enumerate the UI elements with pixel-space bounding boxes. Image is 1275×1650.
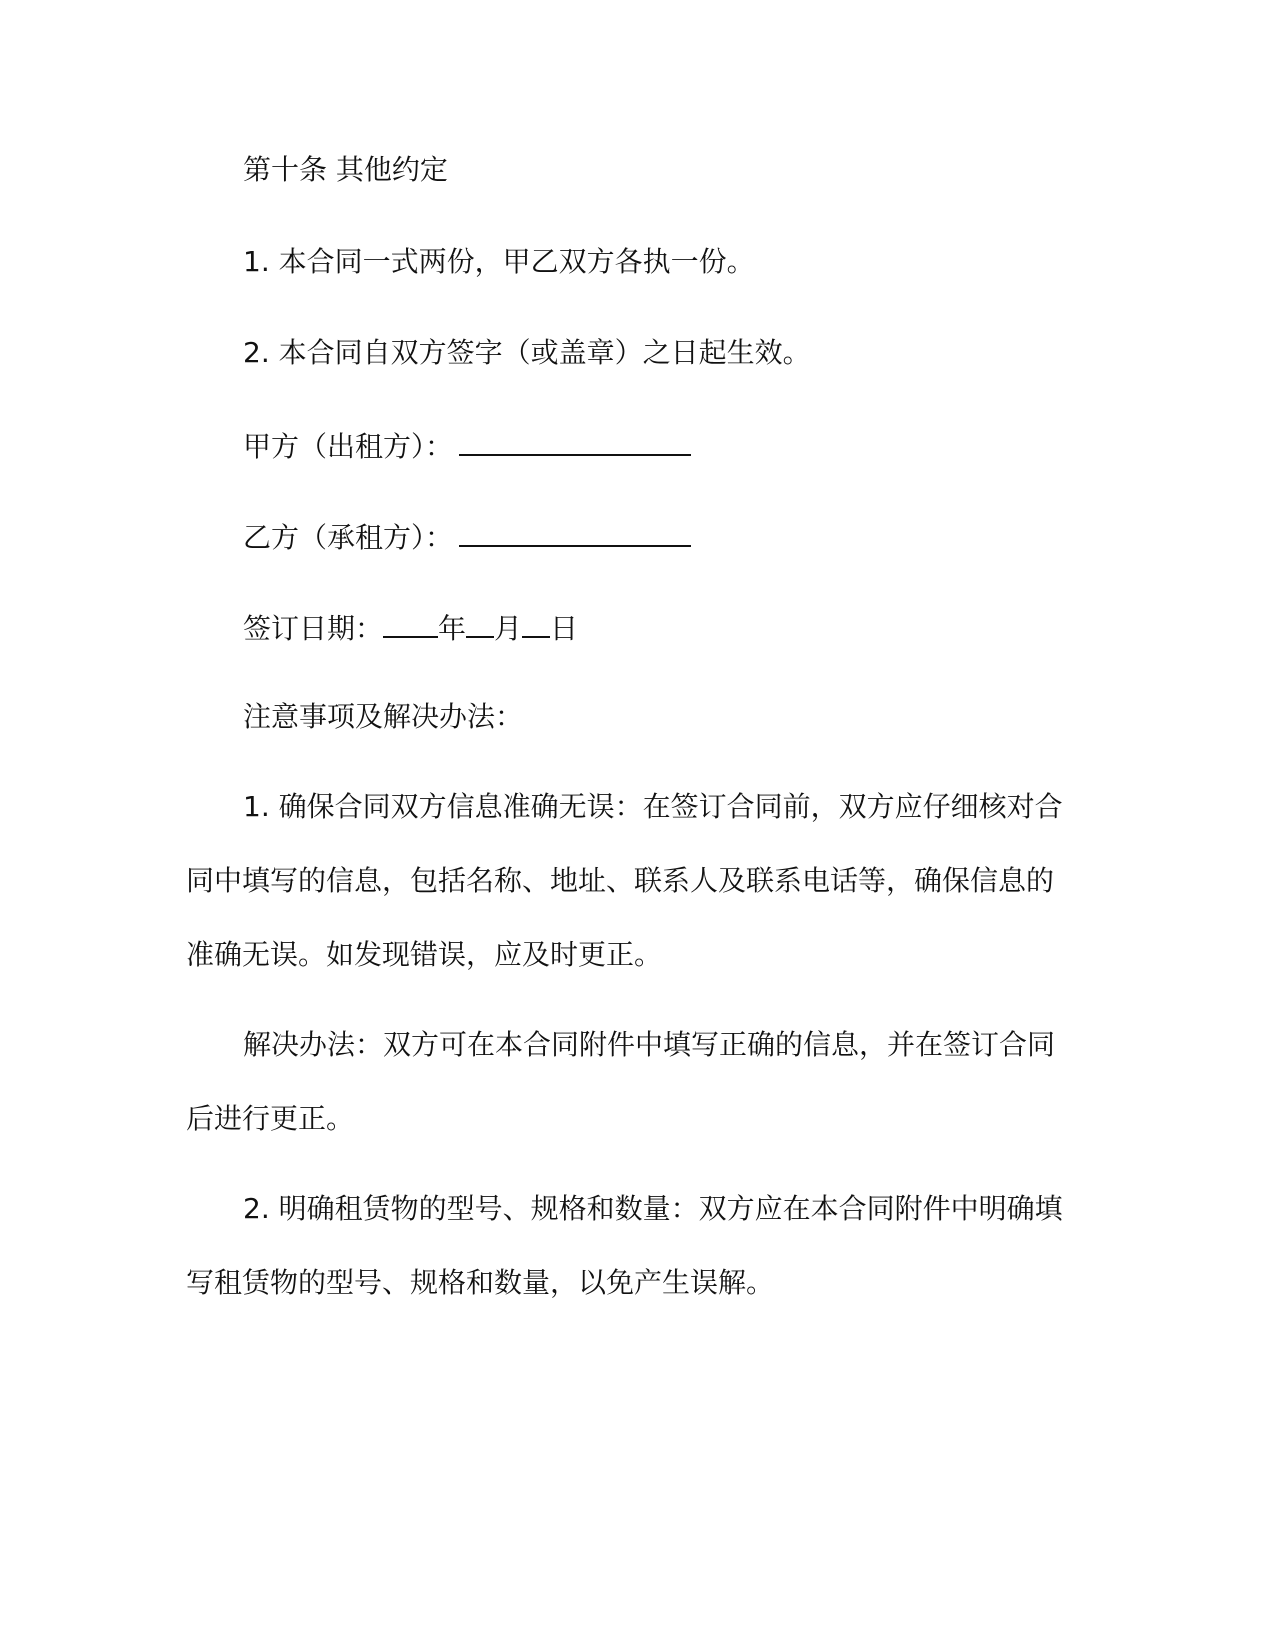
solution-1-paragraph: 解决办法：双方可在本合同附件中填写正确的信息，并在签订合同后进行更正。 — [186, 1028, 1056, 1135]
clause-1: 1. 本合同一式两份，甲乙双方各执一份。 — [243, 245, 755, 278]
day-label: 日 — [550, 612, 579, 645]
party-a-signature-line — [243, 424, 691, 467]
day-blank[interactable] — [522, 606, 550, 638]
month-blank[interactable] — [466, 606, 494, 638]
note-2-paragraph: 2. 明确租赁物的型号、规格和数量：双方应在本合同附件中明确填写租赁物的型号、规格和数量，以免产生误解。 — [186, 1192, 1063, 1299]
notes-heading: 注意事项及解决办法： — [243, 700, 524, 733]
article-heading: 第十条 其他约定 — [243, 153, 448, 186]
party-b-signature-line — [243, 515, 691, 558]
party-a-label: 甲方（出租方）： — [243, 430, 454, 463]
note-1-paragraph: 1. 确保合同双方信息准确无误：在签订合同前，双方应仔细核对合同中填写的信息，包括名称、地址、联系人及联系电话等，确保信息的准确无误。如发现错误，应及时更正。 — [186, 790, 1063, 971]
signing-date-line — [243, 606, 578, 649]
year-blank[interactable] — [383, 606, 438, 638]
signing-date-label: 签订日期： — [243, 612, 384, 645]
party-a-blank[interactable] — [459, 424, 691, 456]
clause-2: 2. 本合同自双方签字（或盖章）之日起生效。 — [243, 336, 811, 369]
party-b-label: 乙方（承租方）： — [243, 521, 454, 554]
party-b-blank[interactable] — [459, 515, 691, 547]
year-label: 年 — [438, 612, 467, 645]
month-label: 月 — [494, 612, 523, 645]
